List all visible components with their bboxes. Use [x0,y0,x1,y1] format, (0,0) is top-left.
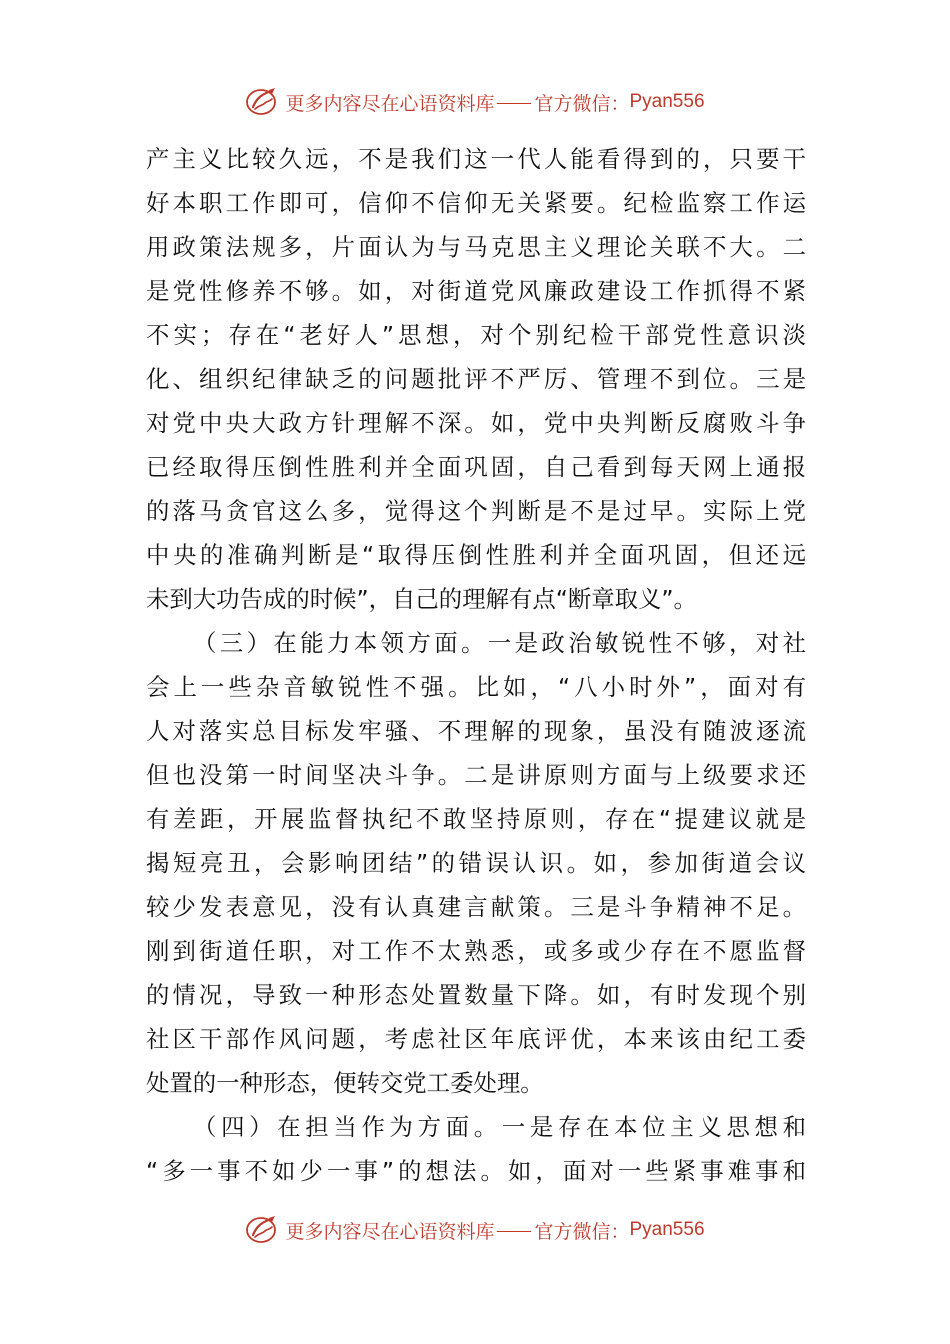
wechat-id: Pyan556 [629,91,705,112]
banner-text: 更多内容尽在心语资料库 [285,1220,495,1243]
wechat-label: 官方微信： [534,1220,630,1243]
banner-text: 更多内容尽在心语资料库 [285,92,495,115]
text-line: 是党性修养不够。如，对街道党风廉政建设工作抓得不紧 [146,277,806,305]
banner-dash [497,103,531,104]
text-line: 未到大功告成的时候”，自己的理解有点“断章取义”。 [146,585,697,613]
text-line: 好本职工作即可，信仰不信仰无关紧要。纪检监察工作运 [146,189,806,217]
text-line: 有差距，开展监督执纪不敢坚持原则，存在“提建议就是 [146,805,806,833]
text-line: “多一事不如少一事”的想法。如，面对一些紧事难事和 [146,1157,806,1185]
text-line: 会上一些杂音敏锐性不强。比如，“八小时外”，面对有 [146,673,806,701]
text-line: （三）在能力本领方面。一是政治敏锐性不够，对社 [193,629,806,657]
text-line: 的情况，导致一种形态处置数量下降。如，有时发现个别 [146,981,806,1009]
pen-signature-icon [245,85,279,119]
text-line: 人对落实总目标发牢骚、不理解的现象，虽没有随波逐流 [146,717,806,745]
footer-banner [0,1208,950,1252]
banner-dash [497,1231,531,1232]
pen-signature-icon [245,1213,279,1247]
text-line: 化、组织纪律缺乏的问题批评不严厉、管理不到位。三是 [146,365,806,393]
text-line: 不实；存在“老好人”思想，对个别纪检干部党性意识淡 [146,321,806,349]
text-line: 已经取得压倒性胜利并全面巩固，自己看到每天网上通报 [146,453,806,481]
text-line: 较少发表意见，没有认真建言献策。三是斗争精神不足。 [146,893,806,921]
text-line: 用政策法规多，片面认为与马克思主义理论关联不大。二 [146,233,806,261]
text-line: 社区干部作风问题，考虑社区年底评优，本来该由纪工委 [146,1025,806,1053]
text-line: 产主义比较久远，不是我们这一代人能看得到的，只要干 [146,145,806,173]
text-line: 中央的准确判断是“取得压倒性胜利并全面巩固，但还远 [146,541,806,569]
header-banner [0,80,950,124]
text-line: 揭短亮丑，会影响团结”的错误认识。如，参加街道会议 [146,849,806,877]
wechat-label: 官方微信： [534,92,630,115]
text-line: 刚到街道任职，对工作不太熟悉，或多或少存在不愿监督 [146,937,806,965]
text-line: （四）在担当作为方面。一是存在本位主义思想和 [193,1113,806,1141]
text-line: 对党中央大政方针理解不深。如，党中央判断反腐败斗争 [146,409,806,437]
document-body [146,137,806,1193]
text-line: 的落马贪官这么多，觉得这个判断是不是过早。实际上党 [146,497,806,525]
wechat-id: Pyan556 [629,1219,705,1240]
text-line: 处置的一种形态，便转交党工委处理。 [146,1069,544,1097]
text-line: 但也没第一时间坚决斗争。二是讲原则方面与上级要求还 [146,761,806,789]
